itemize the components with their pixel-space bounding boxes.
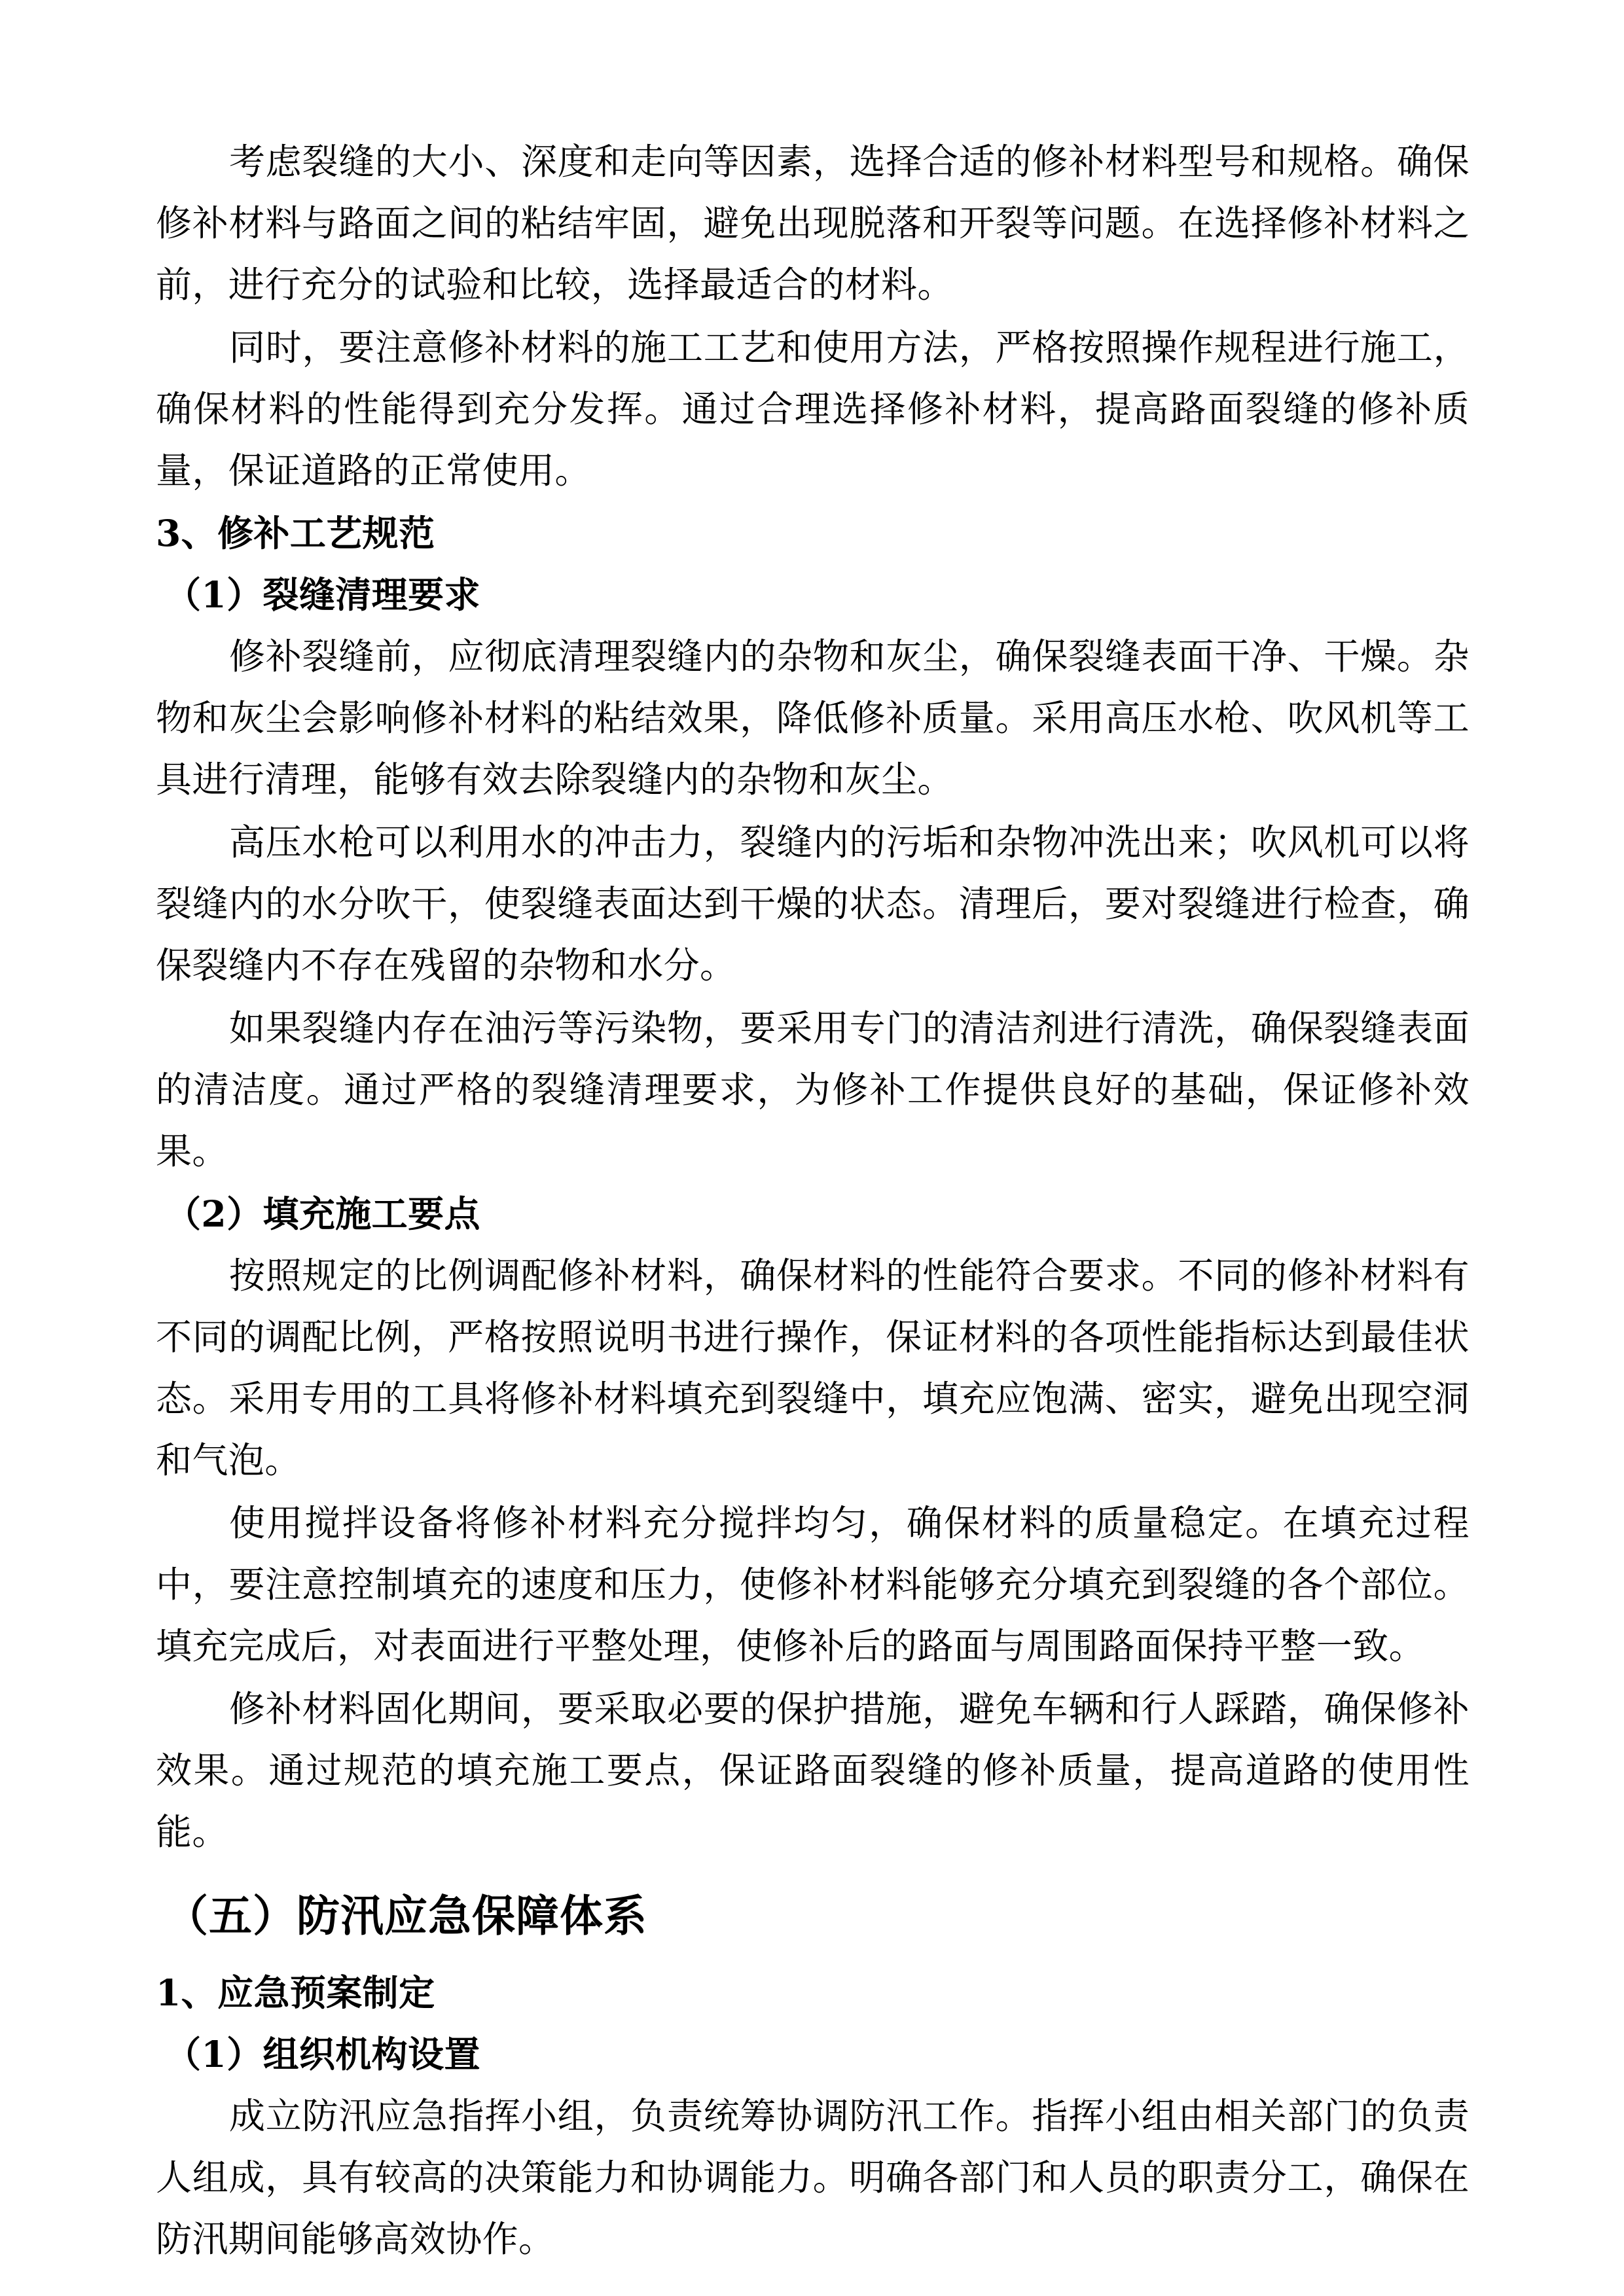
paragraph-crack-cleaning: 修补裂缝前，应彻底清理裂缝内的杂物和灰尘，确保裂缝表面干净、干燥。杂物和灰尘会影响修补材料的粘结效果，降低修补质量。采用高压水枪、吹风机等工具进行清理，能够有效去除裂缝内的杂物和灰尘。 xyxy=(156,636,1470,800)
paragraph-oil-contamination: 如果裂缝内存在油污等污染物，要采用专门的清洁剂进行清洗，确保裂缝表面的清洁度。通过严格的裂缝清理要求，为修补工作提供良好的基础，保证修补效果。 xyxy=(156,1007,1470,1172)
heading-flood-emergency-system: （五）防汛应急保障体系 xyxy=(165,1891,647,1941)
document-body xyxy=(156,131,1470,2270)
paragraph-construction-method: 同时，要注意修补材料的施工工艺和使用方法，严格按照操作规程进行施工，确保材料的性能得到充分发挥。通过合理选择修补材料，提高路面裂缝的修补质量，保证道路的正常使用。 xyxy=(156,327,1470,492)
heading-repair-process-spec: 3、修补工艺规范 xyxy=(156,512,435,554)
heading-organization-setup: （1）组织机构设置 xyxy=(165,2033,480,2075)
heading-filling-construction-points: （2）填充施工要点 xyxy=(165,1193,480,1235)
paragraph-curing-protection: 修补材料固化期间，要采取必要的保护措施，避免车辆和行人踩踏，确保修补效果。通过规范的填充施工要点，保证路面裂缝的修补质量，提高道路的使用性能。 xyxy=(156,1688,1470,1853)
heading-emergency-plan-formulation: 1、应急预案制定 xyxy=(156,1971,435,2014)
paragraph-mixing-equipment: 使用搅拌设备将修补材料充分搅拌均匀，确保材料的质量稳定。在填充过程中，要注意控制填充的速度和压力，使修补材料能够充分填充到裂缝的各个部位。填充完成后，对表面进行平整处理，使修补后的路面与周围路面保持平整一致。 xyxy=(156,1502,1470,1667)
paragraph-command-group: 成立防汛应急指挥小组，负责统筹协调防汛工作。指挥小组由相关部门的负责人组成，具有较高的决策能力和协调能力。明确各部门和人员的职责分工，确保在防汛期间能够高效协作。 xyxy=(156,2095,1470,2260)
heading-crack-cleaning-requirements: （1）裂缝清理要求 xyxy=(165,573,480,616)
paragraph-water-jet-blower: 高压水枪可以利用水的冲击力，裂缝内的污垢和杂物冲洗出来；吹风机可以将裂缝内的水分吹干，使裂缝表面达到干燥的状态。清理后，要对裂缝进行检查，确保裂缝内不存在残留的杂物和水分。 xyxy=(156,821,1470,986)
paragraph-material-selection: 考虑裂缝的大小、深度和走向等因素，选择合适的修补材料型号和规格。确保修补材料与路面之间的粘结牢固，避免出现脱落和开裂等问题。在选择修补材料之前，进行充分的试验和比较，选择最适合的材料。 xyxy=(156,141,1470,306)
paragraph-mixing-ratio: 按照规定的比例调配修补材料，确保材料的性能符合要求。不同的修补材料有不同的调配比例，严格按照说明书进行操作，保证材料的各项性能指标达到最佳状态。采用专用的工具将修补材料填充到裂缝中，填充应饱满、密实，避免出现空洞和气泡。 xyxy=(156,1255,1470,1481)
